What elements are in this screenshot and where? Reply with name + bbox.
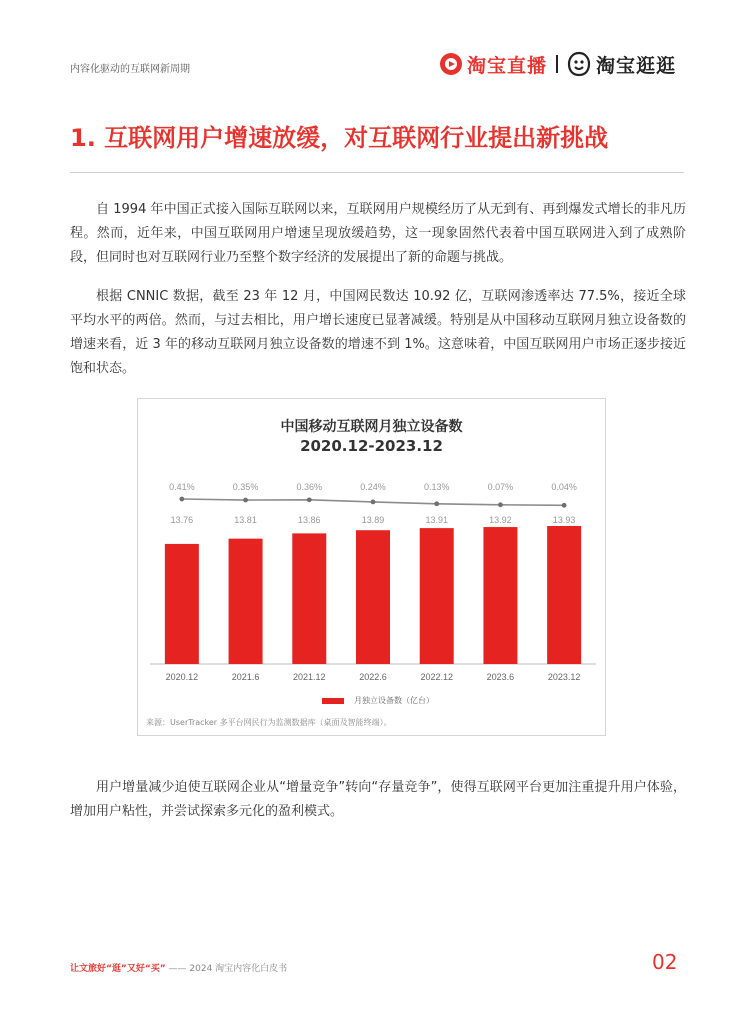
play-icon	[440, 53, 462, 75]
x-tick-label: 2023.12	[547, 672, 581, 682]
bar	[483, 527, 517, 664]
bar	[292, 533, 326, 664]
header-subtitle: 内容化驱动的互联网新周期	[70, 64, 190, 75]
footer-text: —— 2024 淘宝内容化白皮书	[168, 964, 288, 974]
bar-value-label: 13.92	[489, 515, 512, 525]
logo-divider	[556, 55, 558, 73]
growth-point	[307, 497, 312, 502]
brand-logos	[440, 46, 676, 82]
growth-label: 0.13%	[423, 482, 450, 492]
bar-value-label: 13.81	[234, 515, 257, 525]
bar	[547, 526, 581, 664]
chart-subtitle: 2020.12-2023.12	[300, 437, 443, 455]
logo-taobao-guang: 淘宝逛逛	[596, 54, 677, 77]
bar-value-label: 13.86	[298, 515, 321, 525]
x-tick-label: 2021.6	[231, 672, 260, 682]
title-divider	[70, 172, 684, 173]
footer-caption	[70, 961, 287, 974]
bar	[356, 530, 390, 664]
chart-title: 中国移动互联网月独立设备数	[280, 419, 463, 435]
growth-point	[562, 503, 567, 508]
bar-value-label: 13.89	[361, 515, 385, 525]
bar-value-label: 13.76	[170, 515, 194, 525]
footer-slogan: 让文旅好“逛”又好“买”	[70, 964, 166, 974]
paragraph-conclusion: 用户增量减少迫使互联网企业从“增量竞争”转向“存量竞争”，使得互联网平台更加注重提升用户体验，增加用户粘性，并尝试探索多元化的盈利模式。	[70, 780, 686, 819]
growth-label: 0.04%	[551, 482, 577, 492]
x-tick-label: 2020.12	[165, 672, 199, 682]
bar-value-label: 13.91	[425, 515, 448, 525]
legend-swatch	[322, 698, 344, 704]
growth-label: 0.41%	[169, 482, 195, 492]
chart-plot	[138, 399, 605, 735]
growth-point	[243, 498, 248, 503]
growth-point	[371, 500, 376, 505]
section-title: 1. 互联网用户增速放缓，对互联网行业提出新挑战	[70, 124, 609, 152]
growth-label: 0.35%	[232, 482, 259, 492]
bar	[229, 539, 263, 664]
page-number: 02	[652, 950, 678, 974]
growth-label: 0.36%	[296, 482, 323, 492]
bar	[165, 544, 199, 664]
chart-source: 来源：UserTracker 多平台网民行为监测数据库（桌面及智能终端）。	[146, 718, 392, 727]
growth-label: 0.24%	[360, 482, 386, 492]
x-tick-label: 2022.12	[420, 672, 453, 682]
x-tick-label: 2023.6	[486, 672, 515, 682]
paragraph-cnnic: 根据 CNNIC 数据，截至 23 年 12 月，中国网民数达 10.92 亿，互联网渗透率达 77.5%，接近全球平均水平的两倍。然而，与过去相比，用户增长速度已显著减缓。特别是从中国移动互联网月独立设备数的增速来看，近 3 年的移动互联网月独立设备数的增速不到 1%。这意味着，中国互联网用户市场正逐步接近饱和状态。	[70, 289, 686, 376]
bar	[420, 528, 454, 664]
logo-taobao-live: 淘宝直播	[467, 54, 548, 77]
x-tick-label: 2021.12	[293, 672, 326, 682]
paragraph-intro: 自 1994 年中国正式接入国际互联网以来，互联网用户规模经历了从无到有、再到爆发式增长的非凡历程。然而，近年来，中国互联网用户增速呈现放缓趋势，这一现象固然代表着中国互联网进入到了成熟阶段，但同时也对互联网行业乃至整个数字经济的发展提出了新的命题与挑战。	[70, 202, 686, 265]
bar-value-label: 13.93	[552, 515, 576, 525]
x-tick-label: 2022.6	[359, 672, 387, 682]
chart-panel	[137, 398, 606, 736]
growth-label: 0.07%	[487, 482, 514, 492]
legend-label: 月独立设备数（亿台）	[354, 696, 434, 705]
guang-mascot-icon	[567, 51, 591, 77]
growth-point	[179, 497, 184, 502]
chart-legend	[322, 695, 434, 706]
growth-point	[434, 501, 439, 506]
growth-point	[498, 502, 503, 507]
